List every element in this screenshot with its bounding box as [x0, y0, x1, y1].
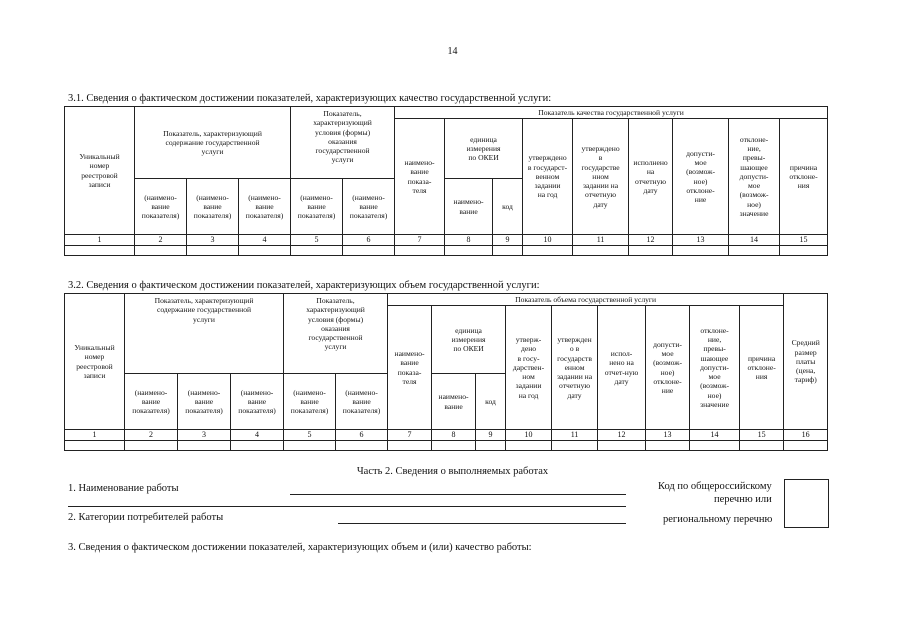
table-row: [65, 246, 828, 256]
content-indicator-3: (наимено- вание показателя): [239, 179, 291, 235]
col-unit-name: наимено- вание: [432, 374, 476, 430]
data-cell[interactable]: [291, 246, 343, 256]
data-cell[interactable]: [125, 441, 178, 451]
col-number: 7: [395, 235, 445, 246]
part2-section-3-title: 3. Сведения о фактическом достижении показателей, характеризующих объем и (или) качество работы:: [68, 542, 532, 553]
quality-table: [64, 106, 828, 256]
col-exceeding-deviation: отклоне- ние, превы- шающее допусти- мое (возмож- ное) значение: [729, 119, 780, 235]
col-executed: испол- нено на отчет-ную дату: [598, 306, 646, 430]
col-number: 7: [388, 430, 432, 441]
data-cell[interactable]: [629, 246, 673, 256]
data-cell[interactable]: [187, 246, 239, 256]
table-row: [65, 441, 828, 451]
col-number: 9: [493, 235, 523, 246]
quality-group-header: Показатель качества государственной услуги: [395, 107, 828, 119]
conditions-indicator-2: (наимено- вание показателя): [336, 374, 388, 430]
unit-group-header: единица измерения по ОКЕИ: [445, 119, 523, 179]
work-name-field-continued[interactable]: [68, 506, 626, 507]
col-deviation-reason: причина отклоне- ния: [740, 306, 784, 430]
col-average-fee: Средний размер платы (цена, тариф): [784, 294, 828, 430]
data-cell[interactable]: [65, 246, 135, 256]
col-number: 11: [552, 430, 598, 441]
code-label-line2: перечню или: [714, 494, 772, 505]
col-number: 12: [629, 235, 673, 246]
col-number: 3: [187, 235, 239, 246]
col-number: 6: [343, 235, 395, 246]
conditions-indicator-1: (наимено- вание показателя): [291, 179, 343, 235]
col-executed: исполнено на отчетную дату: [629, 119, 673, 235]
data-cell[interactable]: [284, 441, 336, 451]
content-group-header: Показатель, характеризующий содержание государственной услуги: [125, 294, 284, 374]
data-cell[interactable]: [523, 246, 573, 256]
data-cell[interactable]: [445, 246, 493, 256]
col-unit-code: код: [493, 179, 523, 235]
content-indicator-3: (наимено- вание показателя): [231, 374, 284, 430]
col-number: 16: [784, 430, 828, 441]
col-number: 1: [65, 235, 135, 246]
col-number: 12: [598, 430, 646, 441]
volume-table: [64, 293, 828, 451]
data-cell[interactable]: [573, 246, 629, 256]
consumer-category-label: 2. Категории потребителей работы: [68, 512, 224, 523]
content-indicator-1: (наимено- вание показателя): [125, 374, 178, 430]
col-number: 4: [231, 430, 284, 441]
data-cell[interactable]: [135, 246, 187, 256]
content-indicator-1: (наимено- вание показателя): [135, 179, 187, 235]
col-approved-date: утвержден о в государств енном задании на отчетную дату: [552, 306, 598, 430]
part2-title: Часть 2. Сведения о выполняемых работах: [356, 466, 549, 477]
conditions-indicator-1: (наимено- вание показателя): [284, 374, 336, 430]
data-cell[interactable]: [598, 441, 646, 451]
data-cell[interactable]: [493, 246, 523, 256]
col-unit-name: наимено- вание: [445, 179, 493, 235]
data-cell[interactable]: [432, 441, 476, 451]
data-cell[interactable]: [552, 441, 598, 451]
col-unique-number: Уникальный номер реестровой записи: [65, 107, 135, 235]
data-cell[interactable]: [343, 246, 395, 256]
data-cell[interactable]: [476, 441, 506, 451]
col-number: 2: [125, 430, 178, 441]
work-name-label: 1. Наименование работы: [68, 483, 179, 494]
code-label-line1: Код по общероссийскому: [658, 481, 772, 492]
col-number: 14: [729, 235, 780, 246]
col-approved-year: утверждено в государст- венном задании на год: [523, 119, 573, 235]
data-cell[interactable]: [690, 441, 740, 451]
col-number: 5: [291, 235, 343, 246]
col-unique-number: Уникальный номер реестровой записи: [65, 294, 125, 430]
data-cell[interactable]: [395, 246, 445, 256]
col-number: 9: [476, 430, 506, 441]
data-cell[interactable]: [740, 441, 784, 451]
data-cell[interactable]: [65, 441, 125, 451]
registry-code-box[interactable]: [784, 479, 829, 528]
data-cell[interactable]: [178, 441, 231, 451]
volume-group-header: Показатель объема государственной услуги: [388, 294, 784, 306]
col-number: 1: [65, 430, 125, 441]
data-cell[interactable]: [673, 246, 729, 256]
col-number: 13: [673, 235, 729, 246]
data-cell[interactable]: [388, 441, 432, 451]
conditions-group-header: Показатель, характеризующий условия (формы) оказания государственной услуги: [284, 294, 388, 374]
data-cell[interactable]: [506, 441, 552, 451]
content-group-header: Показатель, характеризующий содержание государственной услуги: [135, 107, 291, 179]
col-number: 5: [284, 430, 336, 441]
col-number: 14: [690, 430, 740, 441]
section-3-1-title: 3.1. Сведения о фактическом достижении показателей, характеризующих качество государственной услуги:: [68, 93, 552, 104]
col-indicator-name: наимено- вание показа- теля: [395, 119, 445, 235]
col-unit-code: код: [476, 374, 506, 430]
data-cell[interactable]: [646, 441, 690, 451]
data-cell[interactable]: [784, 441, 828, 451]
col-allowed-deviation: допусти- мое (возмож- ное) отклоне- ние: [673, 119, 729, 235]
col-number: 8: [445, 235, 493, 246]
col-approved-date: утверждено в государстве нном задании на отчетную дату: [573, 119, 629, 235]
col-number: 10: [506, 430, 552, 441]
consumer-category-field[interactable]: [338, 523, 626, 524]
col-number: 6: [336, 430, 388, 441]
content-indicator-2: (наимено- вание показателя): [178, 374, 231, 430]
page-number: 14: [447, 46, 458, 57]
data-cell[interactable]: [729, 246, 780, 256]
content-indicator-2: (наимено- вание показателя): [187, 179, 239, 235]
col-indicator-name: наимено- вание показа- теля: [388, 306, 432, 430]
col-number: 10: [523, 235, 573, 246]
col-number: 11: [573, 235, 629, 246]
col-deviation-reason: причина отклоне- ния: [780, 119, 828, 235]
col-number: 8: [432, 430, 476, 441]
data-cell[interactable]: [239, 246, 291, 256]
col-number: 4: [239, 235, 291, 246]
data-cell[interactable]: [336, 441, 388, 451]
col-number: 15: [780, 235, 828, 246]
work-name-field[interactable]: [290, 494, 626, 495]
col-number: 13: [646, 430, 690, 441]
conditions-group-header: Показатель, характеризующий условия (формы) оказания государственной услуги: [291, 107, 395, 179]
col-number: 15: [740, 430, 784, 441]
col-number: 2: [135, 235, 187, 246]
code-label-line3: региональному перечню: [663, 514, 773, 525]
section-3-2-title: 3.2. Сведения о фактическом достижении показателей, характеризующих объем государственной услуги:: [68, 280, 540, 291]
data-cell[interactable]: [780, 246, 828, 256]
data-cell[interactable]: [231, 441, 284, 451]
conditions-indicator-2: (наимено- вание показателя): [343, 179, 395, 235]
col-number: 3: [178, 430, 231, 441]
col-allowed-deviation: допусти- мое (возмож- ное) отклоне- ние: [646, 306, 690, 430]
col-exceeding-deviation: отклоне- ние, превы- шающее допусти- мое (возмож- ное) значение: [690, 306, 740, 430]
unit-group-header: единица измерения по ОКЕИ: [432, 306, 506, 374]
col-approved-year: утверж- дено в госу- дарствен- ном задании на год: [506, 306, 552, 430]
